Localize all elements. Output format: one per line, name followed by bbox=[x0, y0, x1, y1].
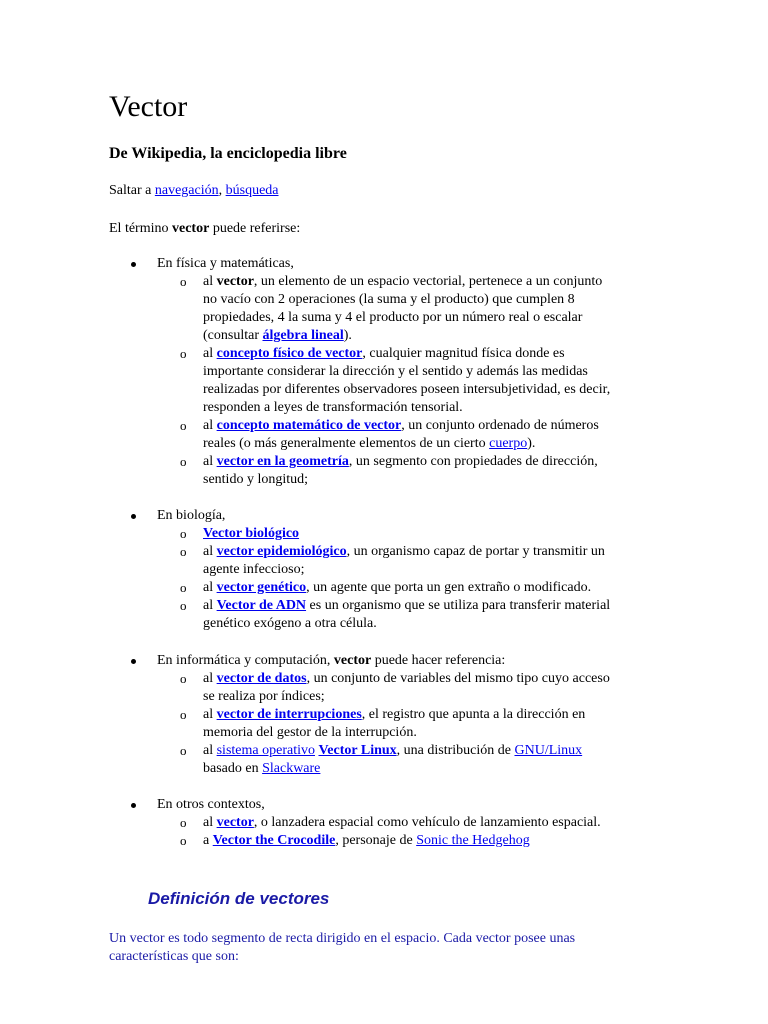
intro-text bbox=[109, 220, 300, 238]
section-computing-heading: En informática y computación, vector puede hacer referencia: bbox=[157, 653, 506, 668]
bullet-dot bbox=[131, 803, 136, 808]
list-item: al vector, un elemento de un espacio vectorial, pertenece a un conjunto bbox=[203, 274, 603, 289]
vector-linux-link[interactable]: Vector Linux bbox=[318, 743, 397, 758]
page-title: Vector bbox=[109, 90, 188, 123]
vector-lanzadera-link[interactable]: vector bbox=[216, 815, 254, 830]
intro-bold: vector bbox=[172, 221, 210, 236]
bullet-circle: o bbox=[180, 418, 187, 433]
navigation-link[interactable]: navegación bbox=[154, 183, 219, 198]
list-item: al vector, o lanzadera espacial como vehículo de lanzamiento espacial. bbox=[203, 815, 601, 830]
cuerpo-link[interactable]: cuerpo bbox=[489, 436, 528, 451]
search-link[interactable]: búsqueda bbox=[225, 183, 279, 198]
list-item: al sistema operativo Vector Linux, una distribución de GNU/Linux bbox=[203, 743, 583, 758]
definition-text: características que son: bbox=[109, 949, 239, 964]
list-item-text: responden a leyes de transformación tensorial. bbox=[203, 400, 463, 415]
concepto-fisico-link[interactable]: concepto físico de vector bbox=[216, 346, 363, 361]
list-item: al vector en la geometría, un segmento con propiedades de dirección, bbox=[203, 454, 598, 469]
skip-separator: , bbox=[218, 183, 226, 198]
list-item: al vector de datos, un conjunto de variables del mismo tipo cuyo acceso bbox=[203, 671, 610, 686]
list-item: al vector genético, un agente que porta un gen extraño o modificado. bbox=[203, 580, 592, 595]
page-subtitle: De Wikipedia, la enciclopedia libre bbox=[109, 145, 347, 162]
definition-text: Un vector es todo segmento de recta dirigido en el espacio. Cada vector posee unas bbox=[109, 931, 576, 946]
list-item: al vector epidemiológico, un organismo capaz de portar y transmitir un bbox=[203, 544, 605, 559]
skip-links bbox=[109, 182, 279, 200]
list-item-text: no vacío con 2 operaciones (la suma y el producto) que cumplen 8 bbox=[203, 292, 575, 307]
bullet-circle: o bbox=[180, 346, 187, 361]
list-item bbox=[203, 525, 299, 543]
bullet-circle: o bbox=[180, 598, 187, 613]
list-item-text: (consultar álgebra lineal). bbox=[203, 328, 352, 343]
gnu-linux-link[interactable]: GNU/Linux bbox=[514, 743, 583, 758]
list-item-text: basado en Slackware bbox=[203, 761, 321, 776]
algebra-lineal-link[interactable]: álgebra lineal bbox=[262, 328, 344, 343]
list-item-text: propiedades, 4 la suma y 4 el producto por un número real o escalar bbox=[203, 310, 583, 325]
vector-datos-link[interactable]: vector de datos bbox=[216, 671, 307, 686]
list-item-text: genético exógeno a otra célula. bbox=[203, 616, 377, 631]
slackware-link[interactable]: Slackware bbox=[262, 761, 321, 776]
list-item-text: realizadas por diferentes observadores poseen intersubjetividad, es decir, bbox=[203, 382, 611, 397]
bullet-circle: o bbox=[180, 815, 187, 830]
bullet-circle: o bbox=[180, 580, 187, 595]
list-item: al Vector de ADN es un organismo que se utiliza para transferir material bbox=[203, 598, 611, 613]
bullet-circle: o bbox=[180, 833, 187, 848]
intro-post: puede referirse: bbox=[209, 221, 301, 236]
sistema-operativo-link[interactable]: sistema operativo bbox=[216, 743, 315, 758]
list-item: al concepto físico de vector, cualquier magnitud física donde es bbox=[203, 346, 565, 361]
list-item: a Vector the Crocodile, personaje de Sonic the Hedgehog bbox=[203, 833, 530, 848]
list-item-text: importante considerar la dirección y el sentido y además las medidas bbox=[203, 364, 588, 379]
bullet-circle: o bbox=[180, 707, 187, 722]
definition-heading: Definición de vectores bbox=[148, 889, 330, 908]
vector-genetico-link[interactable]: vector genético bbox=[216, 580, 307, 595]
list-item-text: reales (o más generalmente elementos de un cierto cuerpo). bbox=[203, 436, 536, 451]
bullet-circle: o bbox=[180, 544, 187, 559]
bullet-circle: o bbox=[180, 526, 187, 541]
list-item-text: memoria del gestor de la interrupción. bbox=[203, 725, 417, 740]
vector-adn-link[interactable]: Vector de ADN bbox=[216, 598, 307, 613]
list-item-text: sentido y longitud; bbox=[203, 472, 308, 487]
section-biology-heading: En biología, bbox=[157, 508, 226, 523]
concepto-matematico-link[interactable]: concepto matemático de vector bbox=[216, 418, 402, 433]
bullet-dot bbox=[131, 514, 136, 519]
bullet-circle: o bbox=[180, 274, 187, 289]
vector-interrupciones-link[interactable]: vector de interrupciones bbox=[216, 707, 362, 722]
list-item: al concepto matemático de vector, un conjunto ordenado de números bbox=[203, 418, 599, 433]
bullet-circle: o bbox=[180, 454, 187, 469]
sonic-hedgehog-link[interactable]: Sonic the Hedgehog bbox=[416, 833, 530, 848]
vector-geometria-link[interactable]: vector en la geometría bbox=[216, 454, 349, 469]
bullet-circle: o bbox=[180, 743, 187, 758]
vector-epidemiologico-link[interactable]: vector epidemiológico bbox=[216, 544, 347, 559]
list-item: al vector de interrupciones, el registro que apunta a la dirección en bbox=[203, 707, 586, 722]
bullet-dot bbox=[131, 262, 136, 267]
list-item-text: agente infeccioso; bbox=[203, 562, 305, 577]
bullet-dot bbox=[131, 659, 136, 664]
vector-biologico-link[interactable]: Vector biológico bbox=[203, 526, 300, 541]
section-physics-heading: En física y matemáticas, bbox=[157, 256, 294, 271]
section-other-heading: En otros contextos, bbox=[157, 797, 265, 812]
intro-pre: El término bbox=[109, 221, 172, 236]
vector-crocodile-link[interactable]: Vector the Crocodile bbox=[212, 833, 336, 848]
bullet-circle: o bbox=[180, 671, 187, 686]
list-item-text: se realiza por índices; bbox=[203, 689, 325, 704]
skip-prefix: Saltar a bbox=[109, 183, 155, 198]
